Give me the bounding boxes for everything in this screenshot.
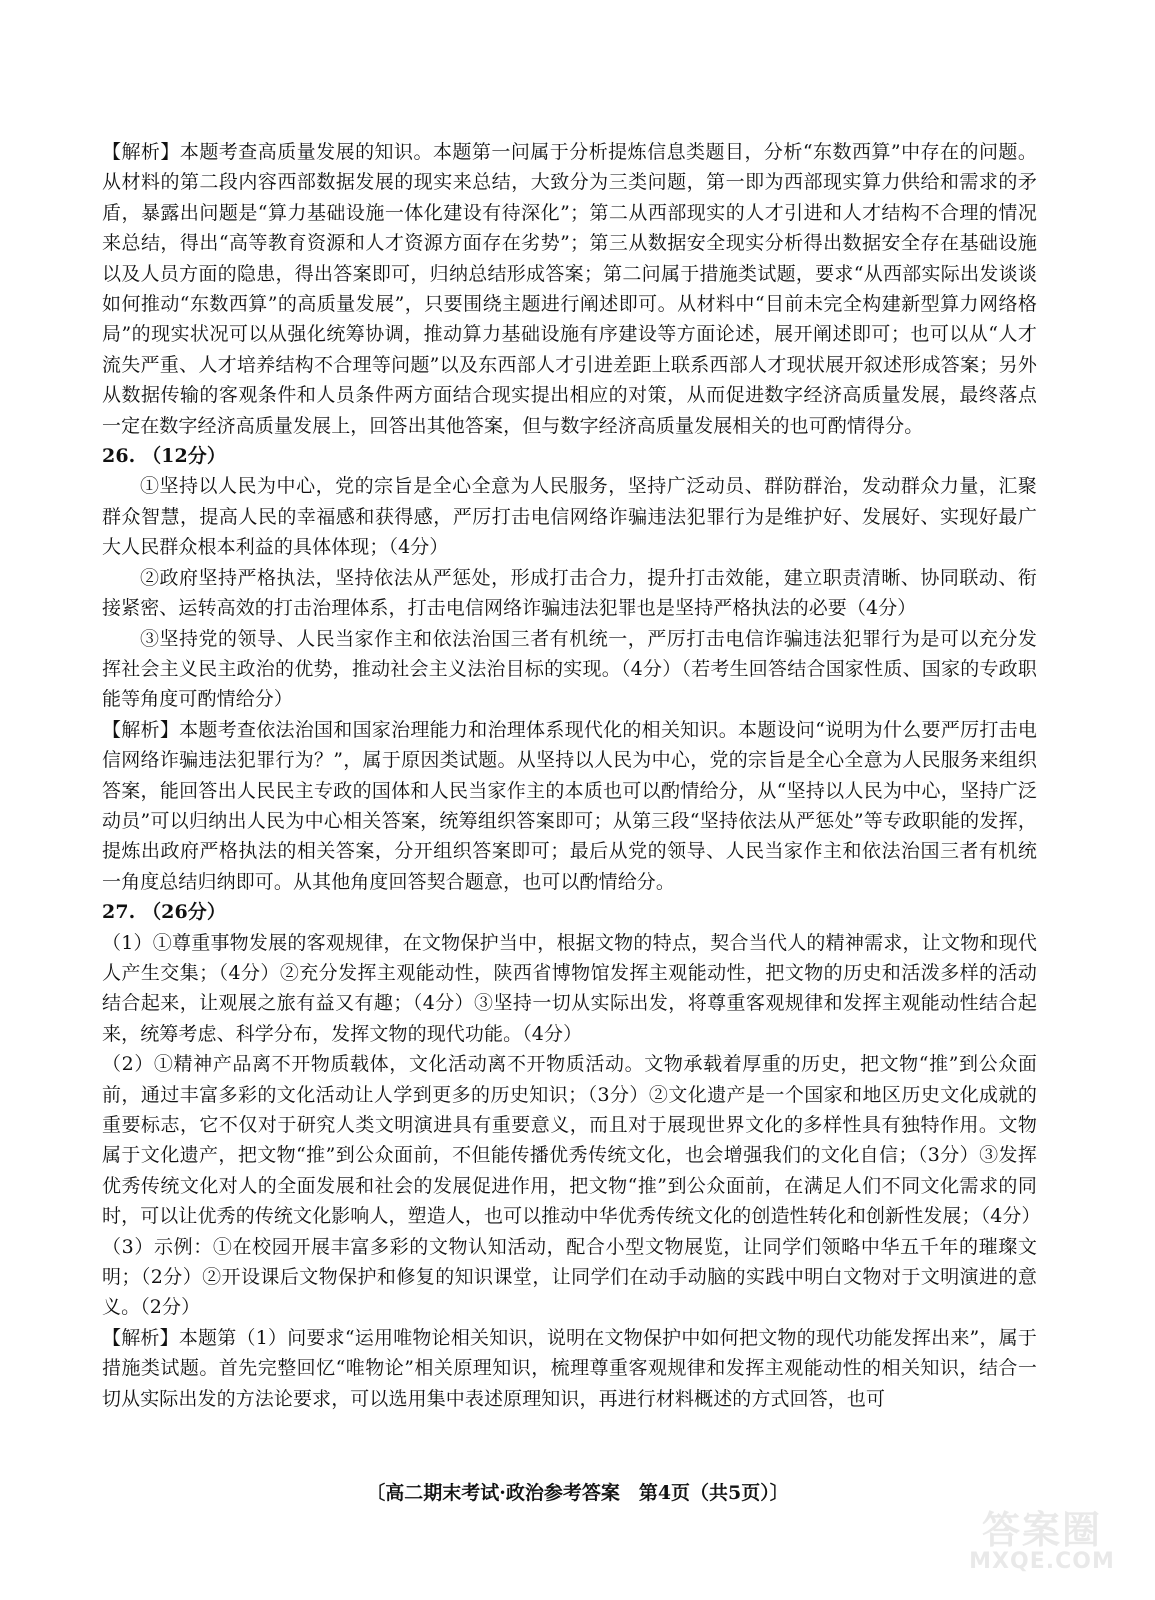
analysis-paragraph-25: 【解析】本题考查高质量发展的知识。本题第一问属于分析提炼信息类题目，分析“东数西算”中存在的问题。从材料的第二段内容西部数据发展的现实来总结，大致分为三类问题，第一即为西部现实算力供给和需求的矛盾，暴露出问题是“算力基础设施一体化建设有待深化”；第二从西部现实的人才引进和人才结构不合理的情况来总结，得出“高等教育资源和人才资源方面存在劣势”；第三从数据安全现实分析得出数据安全存在基础设施以及人员方面的隐患，得出答案即可，归纳总结形成答案；第二问属于措施类试题，要求“从西部实际出发谈谈如何推动“东数西算”的高质量发展”，只要围绕主题进行阐述即可。从材料中“目前未完全构建新型算力网络格局”的现实状况可以从强化统筹协调，推动算力基础设施有序建设等方面论述，展开阐述即可；也可以从“人才流失严重、人才培养结构不合理等问题”以及东西部人才引进差距上联系西部人才现状展开叙述形成答案；另外从数据传输的客观条件和人员条件两方面结合现实提出相应的对策，从而促进数字经济高质量发展，最终落点一定在数字经济高质量发展上，回答出其他答案，但与数字经济高质量发展相关的也可酌情得分。 xyxy=(102,141,1037,437)
analysis-paragraph-26: 【解析】本题考查依法治国和国家治理能力和治理体系现代化的相关知识。本题设问“说明为什么要严厉打击电信网络诈骗违法犯罪行为？”，属于原因类试题。从坚持以人民为中心，党的宗旨是全心全意为人民服务来组织答案，能回答出人民民主专政的国体和人民当家作主的本质也可以酌情给分，从“坚持以人民为中心，坚持广泛动员”可以归纳出人民为中心相关答案，统筹组织答案即可；从第三段“坚持依法从严惩处”等专政职能的发挥，提炼出政府严格执法的相关答案，分开组织答案即可；最后从党的领导、人民当家作主和依法治国三者有机统一角度总结归纳即可。从其他角度回答契合题意，也可以酌情给分。 xyxy=(102,718,1037,893)
question-27-part-2: （2）①精神产品离不开物质载体，文化活动离不开物质活动。文物承载着厚重的历史，把文物“推”到公众面前，通过丰富多彩的文化活动让人学到更多的历史知识；（3分）②文化遗产是一个国家和地区历史文化成就的重要标志，它不仅对于研究人类文明演进具有重要意义，而且对于展现世界文化的多样性具有独特作用。文物属于文化遗产，把文物“推”到公众面前，不但能传播优秀传统文化，也会增强我们的文化自信；（3分）③发挥优秀传统文化对人的全面发展和社会的发展促进作用，把文物“推”到公众面前，在满足人们不同文化需求的同时，可以让优秀的传统文化影响人，塑造人，也可以推动中华优秀传统文化的创造性转化和创新性发展；（4分） xyxy=(102,1053,1041,1228)
question-26-point-1: ①坚持以人民为中心，党的宗旨是全心全意为人民服务，坚持广泛动员、群防群治，发动群众力量，汇聚群众智慧，提高人民的幸福感和获得感，严厉打击电信网络诈骗违法犯罪行为是维护好、发展好、实现好最广大人民群众根本利益的具体体现；（4分） xyxy=(102,475,1037,559)
watermark-domain-text: MXQE.COM xyxy=(969,1549,1115,1574)
question-26-point-2: ②政府坚持严格执法，坚持依法从严惩处，形成打击合力，提升打击效能，建立职责清晰、协同联动、衔接紧密、运转高效的打击治理体系，打击电信网络诈骗违法犯罪也是坚持严格执法的必要（4分） xyxy=(102,566,1037,620)
site-watermark xyxy=(957,1510,1127,1582)
analysis-paragraph-27: 【解析】本题第（1）问要求“运用唯物论相关知识，说明在文物保护中如何把文物的现代功能发挥出来”，属于措施类试题。首先完整回忆“唯物论”相关原理知识，梳理尊重客观规律和发挥主观能动性的相关知识，结合一切从实际出发的方法论要求，可以选用集中表述原理知识，再进行材料概述的方式回答，也可 xyxy=(102,1326,1037,1410)
answer-content xyxy=(102,137,1041,1414)
question-27-part-1: （1）①尊重事物发展的客观规律，在文物保护当中，根据文物的特点，契合当代人的精神需求，让文物和现代人产生交集；（4分）②充分发挥主观能动性，陕西省博物馆发挥主观能动性，把文物的历史和活泼多样的活动结合起来，让观展之旅有益又有趣；（4分）③坚持一切从实际出发，将尊重客观规律和发挥主观能动性结合起来，统筹考虑、科学分布，发挥文物的现代功能。（4分） xyxy=(102,931,1037,1045)
question-27-part-3: （3）示例：①在校园开展丰富多彩的文物认知活动，配合小型文物展览，让同学们领略中华五千年的璀璨文明；（2分）②开设课后文物保护和修复的知识课堂，让同学们在动手动脑的实践中明白文物对于文明演进的意义。（2分） xyxy=(102,1235,1037,1319)
watermark-logo-text: 答案圈 xyxy=(981,1508,1102,1552)
question-26-point-3: ③坚持党的领导、人民当家作主和依法治国三者有机统一，严厉打击电信诈骗违法犯罪行为是可以充分发挥社会主义民主政治的优势，推动社会主义法治目标的实现。（4分）（若考生回答结合国家性质、国家的专政职能等角度可酌情给分） xyxy=(102,627,1037,711)
question-27-heading: 27. （26分） xyxy=(102,901,227,924)
page-footer: 〔高二期末考试·政治参考答案 第4页（共5页）〕 xyxy=(366,1482,789,1504)
question-26-heading: 26. （12分） xyxy=(102,445,227,468)
